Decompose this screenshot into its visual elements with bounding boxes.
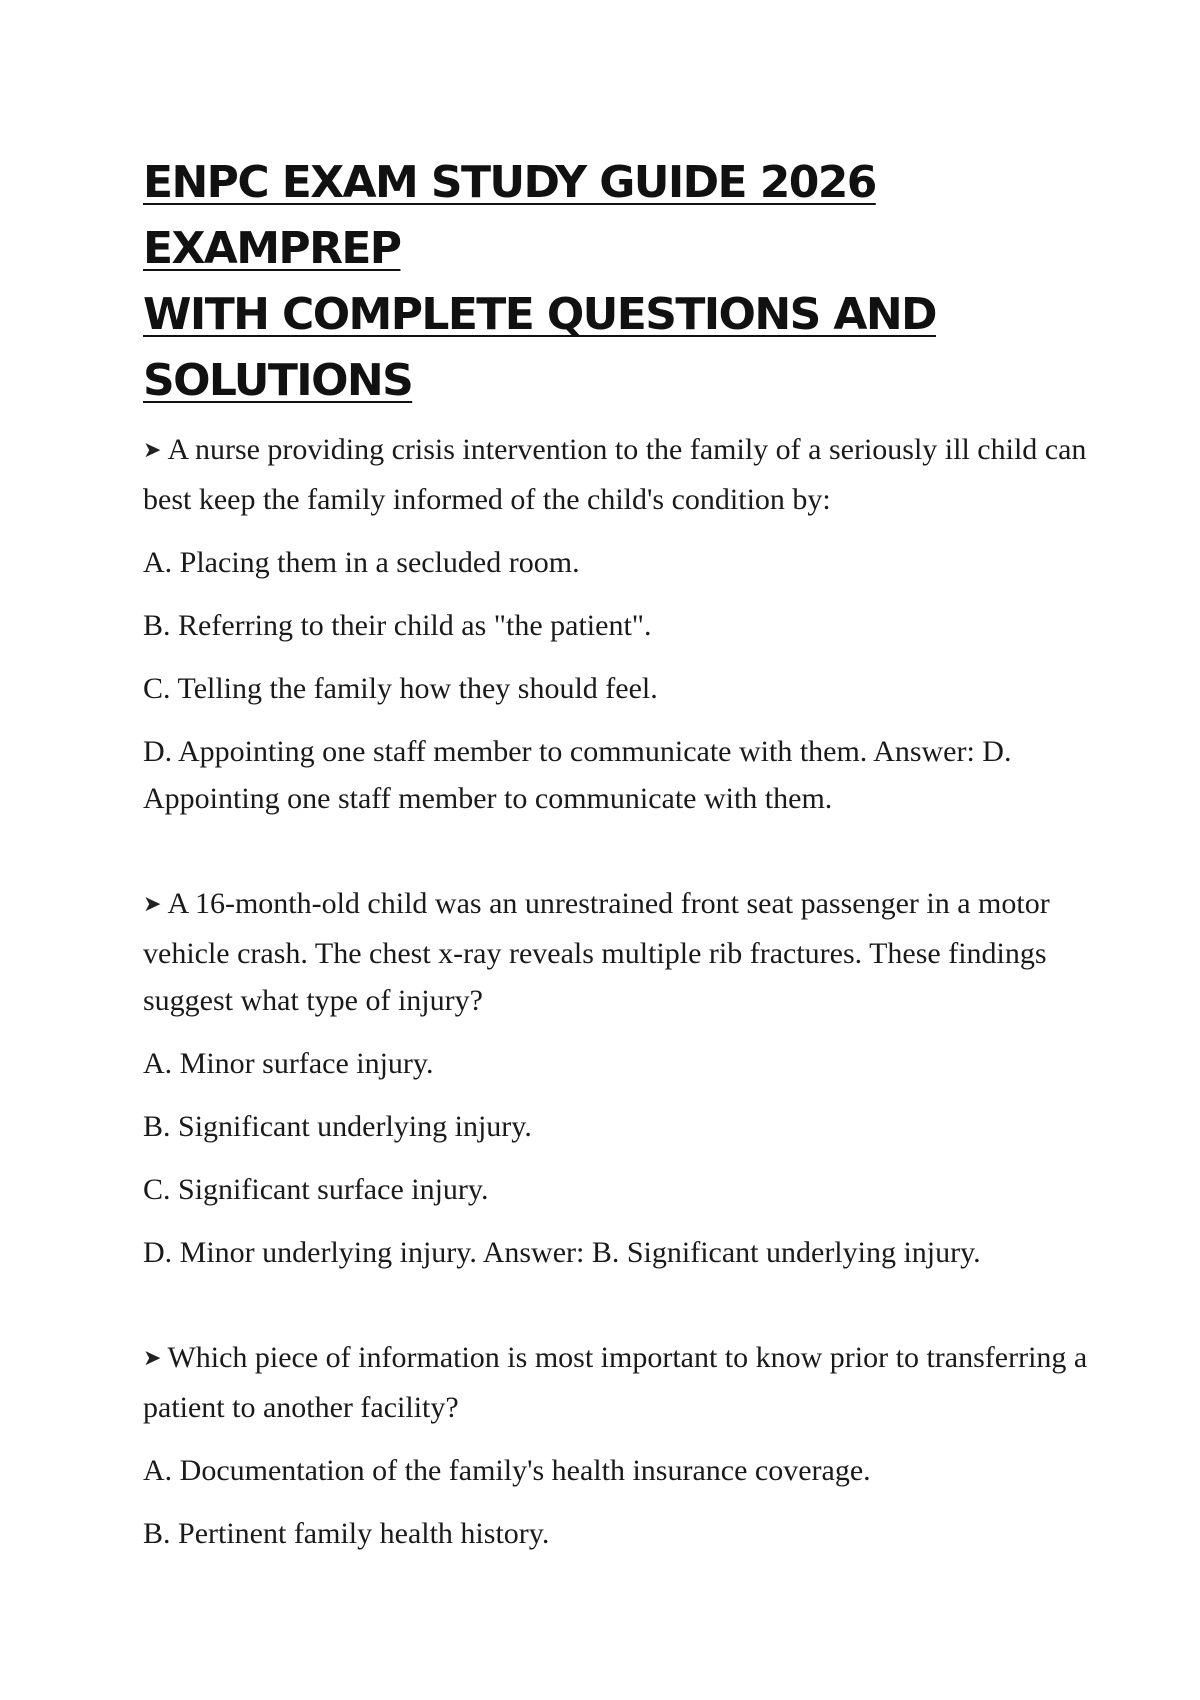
option-c: C. Telling the family how they should feel.	[143, 672, 658, 705]
question-stem: A nurse providing crisis intervention to the family of a seriously ill child can best keep the family informed of the child's condition by:	[143, 433, 1087, 516]
question-stem: Which piece of information is most important to know prior to transferring a patient to another facility?	[143, 1341, 1088, 1424]
option-d-with-answer: D. Appointing one staff member to communicate with them. Answer: D. Appointing one staff member to communicate with them.	[143, 735, 1012, 815]
option-c: C. Significant surface injury.	[143, 1173, 489, 1206]
arrow-bullet-icon: ➤	[143, 438, 162, 463]
question-3	[143, 1334, 1088, 1557]
title-line-3: SOLUTIONS	[143, 355, 413, 406]
document-page	[143, 150, 1088, 1557]
question-text	[143, 426, 1088, 523]
title-line-2: WITH COMPLETE QUESTIONS AND	[143, 289, 936, 340]
page-title	[143, 150, 1088, 414]
arrow-bullet-icon: ➤	[143, 1346, 162, 1371]
option-d-with-answer: D. Minor underlying injury. Answer: B. Significant underlying injury.	[143, 1236, 981, 1269]
question-1	[143, 426, 1088, 822]
question-text	[143, 1334, 1088, 1431]
option-b: B. Referring to their child as "the patient".	[143, 609, 652, 642]
question-text	[143, 880, 1088, 1024]
option-a: A. Minor surface injury.	[143, 1047, 434, 1080]
option-b: B. Significant underlying injury.	[143, 1110, 532, 1143]
question-2	[143, 880, 1088, 1276]
title-line-1: ENPC EXAM STUDY GUIDE 2026 EXAMPREP	[143, 157, 876, 274]
question-stem: A 16-month-old child was an unrestrained front seat passenger in a motor vehicle crash. The chest x-ray reveals multiple rib fractures. These findings suggest what type of injury?	[143, 887, 1050, 1017]
arrow-bullet-icon: ➤	[143, 892, 162, 917]
option-a: A. Documentation of the family's health insurance coverage.	[143, 1454, 871, 1487]
option-b: B. Pertinent family health history.	[143, 1517, 550, 1550]
option-a: A. Placing them in a secluded room.	[143, 546, 580, 579]
